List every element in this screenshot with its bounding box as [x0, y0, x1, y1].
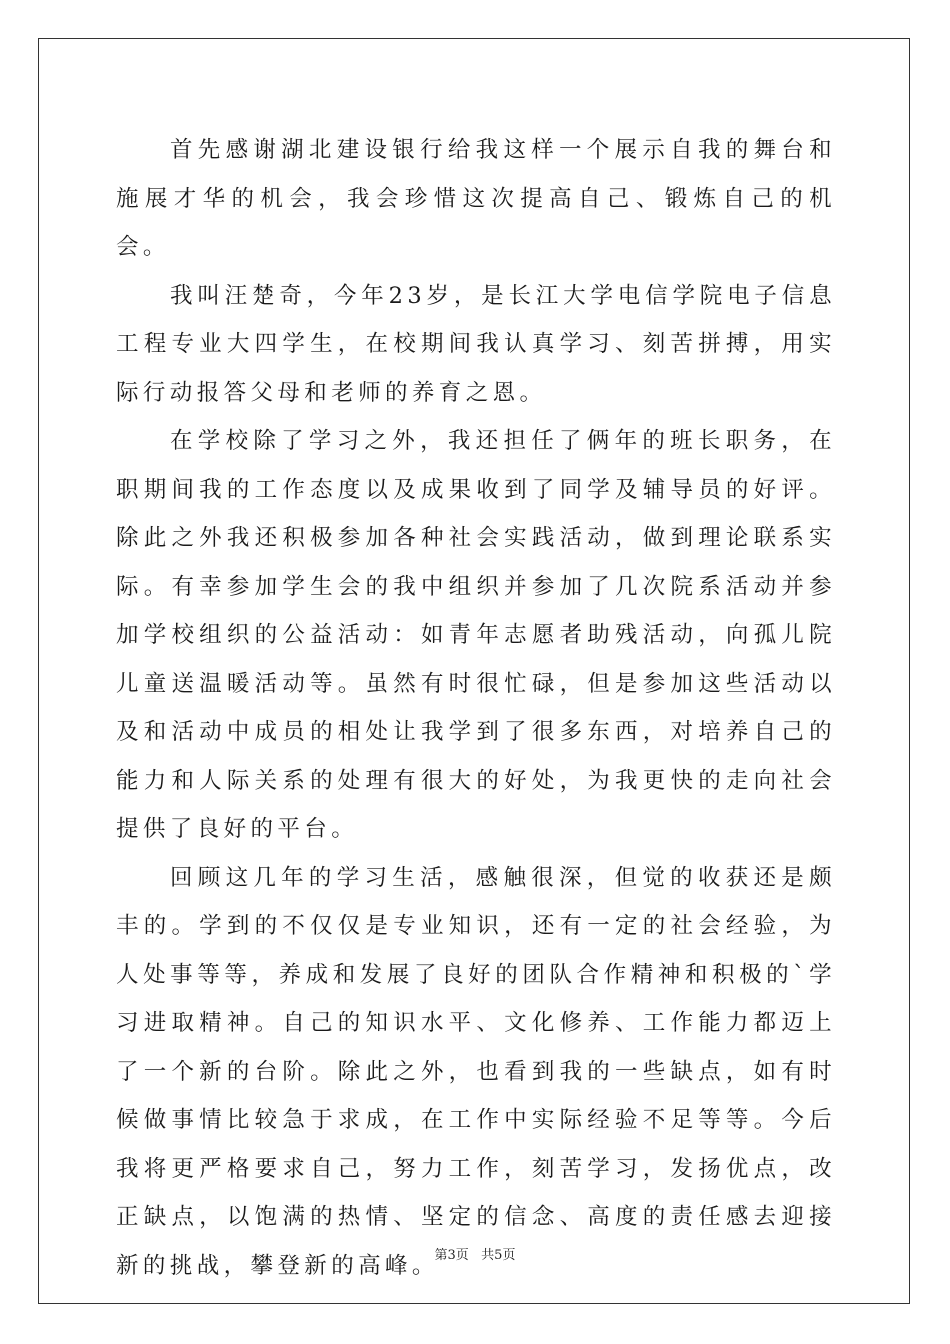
paragraph-1: 首先感谢湖北建设银行给我这样一个展示自我的舞台和施展才华的机会，我会珍惜这次提高自己、锻炼自己的机会。 — [116, 137, 836, 260]
paragraph-3: 在学校除了学习之外，我还担任了俩年的班长职务，在职期间我的工作态度以及成果收到了同学及辅导员的好评。除此之外我还积极参加各种社会实践活动，做到理论联系实际。有幸参加学生会的我中组织并参加了几次院系活动并参加学校组织的公益活动：如青年志愿者助残活动，向孤儿院儿童送温暖活动等。虽然有时很忙碌，但是参加这些活动以及和活动中成员的相处让我学到了很多东西，对培养自己的能力和人际关系的处理有很大的好处，为我更快的走向社会提供了良好的平台。 — [116, 428, 836, 842]
page-number-label: 第3页 共5页 — [434, 1248, 516, 1263]
document-body — [116, 126, 836, 1290]
paragraph-4: 回顾这几年的学习生活，感触很深，但觉的收获还是颇丰的。学到的不仅仅是专业知识，还有一定的社会经验，为人处事等等，养成和发展了良好的团队合作精神和积极的`学习进取精神。自己的知识水平、文化修养、工作能力都迈上了一个新的台阶。除此之外，也看到我的一些缺点，如有时候做事情比较急于求成，在工作中实际经验不足等等。今后我将更严格要求自己，努力工作，刻苦学习，发扬优点，改正缺点，以饱满的热情、坚定的信念、高度的责任感去迎接新的挑战，攀登新的高峰。 — [116, 864, 836, 1279]
page-number-footer — [0, 1247, 950, 1265]
paragraph-2: 我叫汪楚奇，今年23岁，是长江大学电信学院电子信息工程专业大四学生，在校期间我认真学习、刻苦拼搏，用实际行动报答父母和老师的养育之恩。 — [116, 282, 836, 406]
